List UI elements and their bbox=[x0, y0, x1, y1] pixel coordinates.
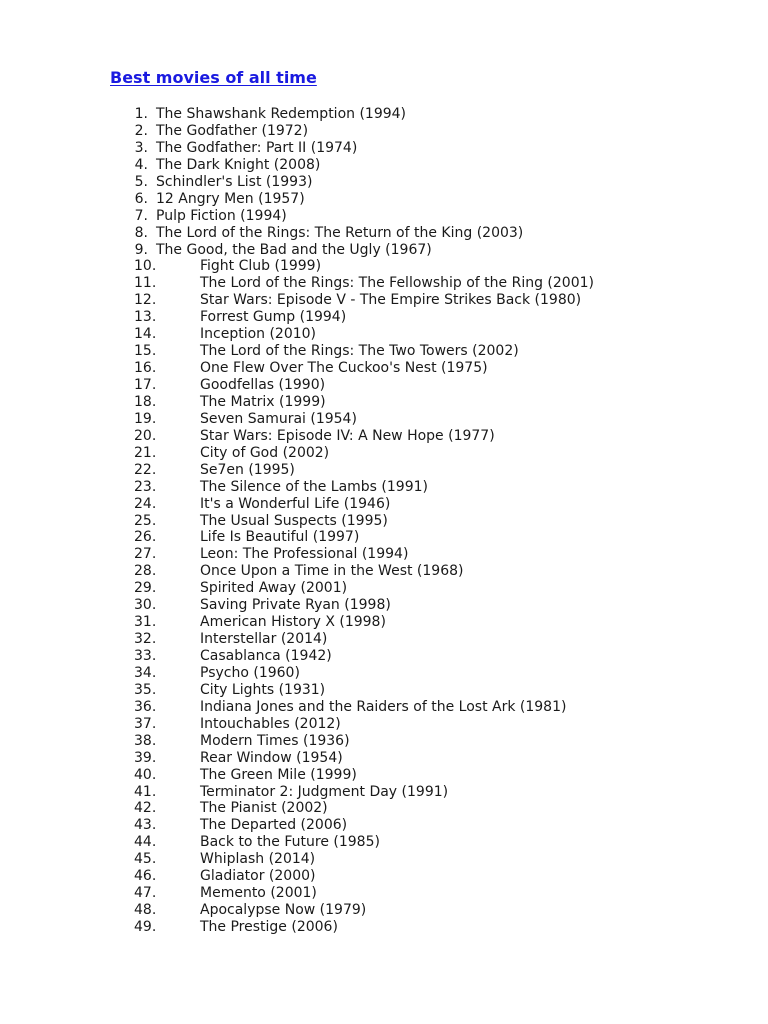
list-item-number: 5. bbox=[134, 173, 148, 190]
list-item-title: Seven Samurai (1954) bbox=[200, 410, 357, 427]
list-item-title: Back to the Future (1985) bbox=[200, 834, 380, 851]
list-item-number: 28. bbox=[134, 563, 157, 580]
list-item-title: Inception (2010) bbox=[200, 326, 317, 343]
list-item-title: Intouchables (2012) bbox=[200, 715, 341, 732]
list-item-title: The Lord of the Rings: The Fellowship of the Ring (2001) bbox=[200, 275, 594, 292]
list-item-number: 33. bbox=[134, 648, 157, 664]
list-item-number: 21. bbox=[134, 444, 157, 461]
list-item-number: 25. bbox=[134, 512, 157, 529]
list-item-number: 37. bbox=[134, 715, 157, 732]
list-item-title: The Lord of the Rings: The Two Towers (2002) bbox=[200, 343, 519, 360]
list-item-number: 3. bbox=[134, 139, 148, 156]
list-item-title: Psycho (1960) bbox=[200, 664, 300, 681]
list-item-title: City of God (2002) bbox=[200, 444, 330, 461]
list-item-number: 35. bbox=[134, 681, 157, 698]
list-item-title: Memento (2001) bbox=[200, 885, 317, 902]
list-item-number: 40. bbox=[134, 766, 157, 783]
list-item-number: 17. bbox=[134, 377, 157, 393]
list-item-number: 42. bbox=[134, 800, 157, 817]
list-item-title: The Shawshank Redemption (1994) bbox=[156, 106, 407, 122]
list-item-title: Apocalypse Now (1979) bbox=[200, 902, 367, 919]
list-item-title: 12 Angry Men (1957) bbox=[156, 190, 305, 207]
list-item-number: 2. bbox=[134, 122, 148, 139]
list-item-number: 47. bbox=[134, 885, 157, 902]
list-item-title: Casablanca (1942) bbox=[200, 648, 332, 664]
list-item-title: The Usual Suspects (1995) bbox=[200, 512, 388, 529]
list-item-number: 15. bbox=[134, 343, 157, 360]
list-item-number: 30. bbox=[134, 597, 157, 614]
list-item-title: Modern Times (1936) bbox=[200, 732, 350, 749]
list-item-title: Once Upon a Time in the West (1968) bbox=[200, 563, 464, 580]
list-item-number: 44. bbox=[134, 834, 157, 851]
list-item-number: 26. bbox=[134, 529, 157, 546]
list-item-number: 34. bbox=[134, 664, 157, 681]
list-item-title: The Silence of the Lambs (1991) bbox=[200, 478, 428, 495]
list-item-number: 10. bbox=[134, 258, 157, 275]
list-item-title: The Pianist (2002) bbox=[200, 800, 328, 817]
list-item-number: 19. bbox=[134, 410, 157, 427]
list-item-number: 43. bbox=[134, 817, 157, 834]
list-item-number: 6. bbox=[134, 190, 148, 207]
list-item-number: 24. bbox=[134, 495, 157, 512]
list-item-number: 29. bbox=[134, 580, 157, 597]
list-item-title: Star Wars: Episode IV: A New Hope (1977) bbox=[200, 427, 495, 444]
list-item-number: 16. bbox=[134, 360, 157, 377]
list-item-title: Goodfellas (1990) bbox=[200, 377, 326, 393]
list-item-title: Fight Club (1999) bbox=[200, 258, 322, 275]
list-item-title: Indiana Jones and the Raiders of the Lost Ark (1981) bbox=[200, 698, 567, 715]
list-item-number: 36. bbox=[134, 698, 157, 715]
list-item-number: 13. bbox=[134, 309, 157, 326]
list-item-number: 20. bbox=[134, 427, 157, 444]
list-item-title: The Green Mile (1999) bbox=[200, 766, 357, 783]
list-item-title: Whiplash (2014) bbox=[200, 851, 316, 868]
list-item-number: 39. bbox=[134, 749, 157, 766]
list-item-title: The Prestige (2006) bbox=[200, 919, 338, 935]
list-item-number: 32. bbox=[134, 631, 157, 648]
list-item-title: Forrest Gump (1994) bbox=[200, 309, 347, 326]
list-item-number: 45. bbox=[134, 851, 157, 868]
list-item-title: Rear Window (1954) bbox=[200, 749, 343, 766]
list-item-title: Saving Private Ryan (1998) bbox=[200, 597, 391, 614]
list-item-title: City Lights (1931) bbox=[200, 681, 326, 698]
list-item-title: Pulp Fiction (1994) bbox=[156, 207, 287, 224]
list-item-title: The Godfather (1972) bbox=[156, 122, 309, 139]
list-item-number: 31. bbox=[134, 614, 157, 631]
list-item-title: Star Wars: Episode V - The Empire Strikes Back (1980) bbox=[200, 292, 582, 309]
list-item-number: 8. bbox=[134, 224, 148, 241]
list-item-number: 12. bbox=[134, 292, 157, 309]
list-item-title: Schindler's List (1993) bbox=[156, 173, 313, 190]
list-item-title: American History X (1998) bbox=[200, 614, 386, 631]
list-item-title: Se7en (1995) bbox=[200, 461, 295, 478]
list-item-title: Spirited Away (2001) bbox=[200, 580, 348, 597]
list-item-title: One Flew Over The Cuckoo's Nest (1975) bbox=[200, 360, 488, 377]
list-item-number: 27. bbox=[134, 546, 157, 563]
list-item-number: 1. bbox=[134, 106, 148, 122]
list-item-title: Gladiator (2000) bbox=[200, 868, 316, 885]
list-item-number: 48. bbox=[134, 902, 157, 919]
list-item-title: The Godfather: Part II (1974) bbox=[156, 139, 358, 156]
list-item-number: 46. bbox=[134, 868, 157, 885]
list-item-title: The Good, the Bad and the Ugly (1967) bbox=[156, 241, 432, 258]
list-item-title: Interstellar (2014) bbox=[200, 631, 328, 648]
list-item-title: Terminator 2: Judgment Day (1991) bbox=[200, 783, 449, 800]
list-item-title: The Departed (2006) bbox=[200, 817, 348, 834]
list-item-number: 11. bbox=[134, 275, 157, 292]
list-item-title: Life Is Beautiful (1997) bbox=[200, 529, 360, 546]
page-title[interactable]: Best movies of all time bbox=[110, 68, 317, 87]
list-item-number: 4. bbox=[134, 156, 148, 173]
list-item-number: 7. bbox=[134, 207, 148, 224]
list-item-number: 23. bbox=[134, 478, 157, 495]
list-item-title: The Matrix (1999) bbox=[200, 393, 326, 410]
list-item-number: 22. bbox=[134, 461, 157, 478]
list-item-number: 49. bbox=[134, 919, 157, 935]
list-item-title: Leon: The Professional (1994) bbox=[200, 546, 409, 563]
list-item-number: 14. bbox=[134, 326, 157, 343]
list-item-title: The Dark Knight (2008) bbox=[156, 156, 321, 173]
list-item-number: 41. bbox=[134, 783, 157, 800]
list-item-number: 38. bbox=[134, 732, 157, 749]
list-item-title: It's a Wonderful Life (1946) bbox=[200, 495, 391, 512]
list-item-number: 9. bbox=[134, 241, 148, 258]
list-item-number: 18. bbox=[134, 393, 157, 410]
list-item-title: The Lord of the Rings: The Return of the King (2003) bbox=[156, 224, 524, 241]
